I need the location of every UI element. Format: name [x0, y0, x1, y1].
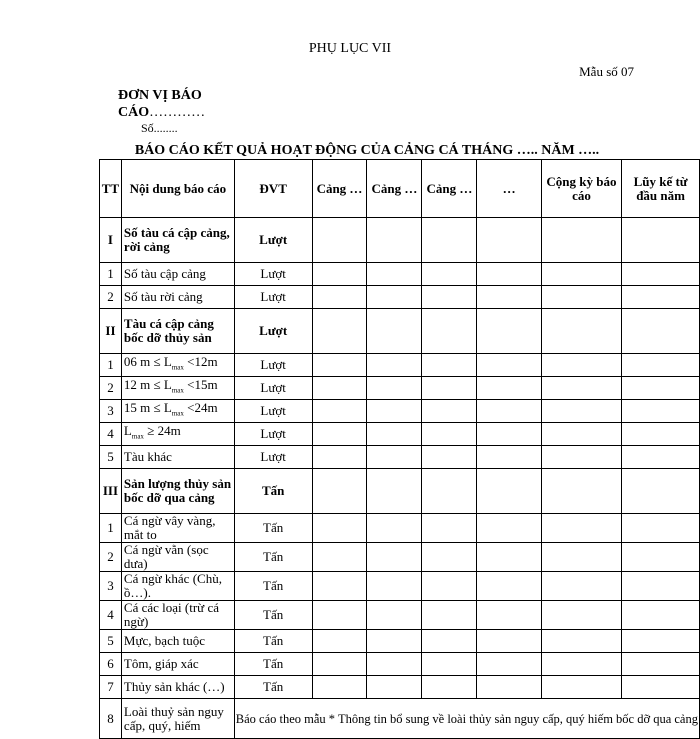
row-unit: Tấn [234, 653, 312, 676]
value-cell[interactable] [367, 572, 422, 601]
row-unit: Tấn [234, 543, 312, 572]
value-cell[interactable] [622, 572, 700, 601]
value-cell[interactable] [312, 400, 367, 423]
value-cell[interactable] [541, 572, 621, 601]
row-unit: Tấn [234, 630, 312, 653]
table-row [100, 543, 700, 572]
row-unit: Lượt [234, 263, 312, 286]
value-cell[interactable] [541, 263, 621, 286]
value-cell[interactable] [312, 218, 367, 263]
row-content [121, 423, 234, 446]
row-number: 2 [100, 377, 122, 400]
row-content: Tàu cá cập cảng bốc dỡ thủy sản [121, 309, 234, 354]
table-row [100, 377, 700, 400]
row-unit: Lượt [234, 400, 312, 423]
value-cell[interactable] [367, 630, 422, 653]
value-cell[interactable] [541, 653, 621, 676]
report-table [99, 159, 700, 739]
row-number: 3 [100, 400, 122, 423]
value-cell[interactable] [312, 446, 367, 469]
value-cell[interactable] [477, 286, 541, 309]
row-number: 1 [100, 514, 122, 543]
row-content-subscript: max [131, 432, 144, 441]
row-number: 2 [100, 286, 122, 309]
value-cell[interactable] [367, 543, 422, 572]
row-content-subscript: max [171, 409, 184, 418]
row-note: Báo cáo theo mẫu * Thông tin bổ sung về loài thủy sản nguy cấp, quý hiếm bốc dỡ qua cảng [234, 699, 699, 739]
value-cell[interactable] [477, 218, 541, 263]
value-cell[interactable] [477, 514, 541, 543]
value-cell[interactable] [541, 218, 621, 263]
value-cell[interactable] [312, 676, 367, 699]
value-cell[interactable] [541, 630, 621, 653]
row-unit: Tấn [234, 572, 312, 601]
table-row [100, 469, 700, 514]
row-number: 8 [100, 699, 122, 739]
value-cell[interactable] [422, 309, 477, 354]
row-unit: Tấn [234, 676, 312, 699]
value-cell[interactable] [312, 601, 367, 630]
reporting-unit-label: ĐƠN VỊ BÁO CÁO [118, 88, 202, 120]
value-cell[interactable] [422, 423, 477, 446]
value-cell[interactable] [312, 514, 367, 543]
value-cell[interactable] [312, 572, 367, 601]
row-number: 4 [100, 601, 122, 630]
document-number: Số........ [141, 121, 178, 135]
value-cell[interactable] [367, 601, 422, 630]
value-cell[interactable] [541, 377, 621, 400]
value-cell[interactable] [312, 469, 367, 514]
value-cell[interactable] [622, 423, 700, 446]
table-row [100, 263, 700, 286]
header-port-2: Cảng … [367, 160, 422, 218]
row-content-text: <24m [183, 400, 218, 416]
row-content [121, 377, 234, 400]
value-cell[interactable] [422, 676, 477, 699]
header-port-3: Cảng … [422, 160, 477, 218]
value-cell[interactable] [312, 377, 367, 400]
table-row [100, 423, 700, 446]
table-row [100, 653, 700, 676]
value-cell[interactable] [367, 286, 422, 309]
value-cell[interactable] [541, 514, 621, 543]
value-cell[interactable] [422, 601, 477, 630]
table-row [100, 572, 700, 601]
value-cell[interactable] [422, 469, 477, 514]
value-cell[interactable] [422, 218, 477, 263]
value-cell[interactable] [367, 469, 422, 514]
value-cell[interactable] [541, 286, 621, 309]
table-row [100, 676, 700, 699]
value-cell[interactable] [477, 676, 541, 699]
row-unit: Lượt [234, 286, 312, 309]
value-cell[interactable] [477, 354, 541, 377]
row-unit: Lượt [234, 354, 312, 377]
row-content [121, 354, 234, 377]
value-cell[interactable] [541, 676, 621, 699]
row-content-text: L [123, 423, 132, 439]
value-cell[interactable] [622, 309, 700, 354]
row-content-subscript: max [171, 363, 184, 372]
value-cell[interactable] [422, 572, 477, 601]
row-content-text: 06 m ≤ L [123, 354, 172, 370]
value-cell[interactable] [622, 601, 700, 630]
row-content: Cá ngừ vằn (sọc dưa) [121, 543, 234, 572]
value-cell[interactable] [541, 423, 621, 446]
value-cell[interactable] [367, 653, 422, 676]
row-content: Loài thuỷ sản nguy cấp, quý, hiếm [121, 699, 234, 739]
value-cell[interactable] [367, 354, 422, 377]
value-cell[interactable] [622, 263, 700, 286]
row-content-text: <12m [183, 354, 218, 370]
form-number: Mẫu số 07 [579, 64, 634, 79]
value-cell[interactable] [367, 423, 422, 446]
value-cell[interactable] [622, 354, 700, 377]
table-row [100, 514, 700, 543]
value-cell[interactable] [422, 400, 477, 423]
value-cell[interactable] [367, 676, 422, 699]
value-cell[interactable] [312, 630, 367, 653]
row-number: 2 [100, 543, 122, 572]
value-cell[interactable] [422, 653, 477, 676]
value-cell[interactable] [541, 354, 621, 377]
row-unit: Lượt [234, 309, 312, 354]
value-cell[interactable] [477, 630, 541, 653]
row-content: Cá các loại (trừ cá ngừ) [121, 601, 234, 630]
table-row [100, 601, 700, 630]
value-cell[interactable] [477, 543, 541, 572]
table-row [100, 446, 700, 469]
row-content-text: 15 m ≤ L [123, 400, 172, 416]
row-content: Thủy sản khác (…) [121, 676, 234, 699]
row-number: 3 [100, 572, 122, 601]
value-cell[interactable] [312, 423, 367, 446]
value-cell[interactable] [541, 469, 621, 514]
value-cell[interactable] [622, 653, 700, 676]
row-content-text: ≥ 24m [143, 423, 181, 439]
row-content: Số tàu rời cảng [121, 286, 234, 309]
value-cell[interactable] [477, 572, 541, 601]
row-number: 7 [100, 676, 122, 699]
value-cell[interactable] [367, 400, 422, 423]
value-cell[interactable] [541, 400, 621, 423]
value-cell[interactable] [312, 543, 367, 572]
header-content: Nội dung báo cáo [121, 160, 234, 218]
table-row [100, 400, 700, 423]
value-cell[interactable] [622, 400, 700, 423]
row-content [121, 400, 234, 423]
row-content-text: 12 m ≤ L [123, 377, 172, 393]
row-unit: Tấn [234, 514, 312, 543]
value-cell[interactable] [422, 354, 477, 377]
value-cell[interactable] [541, 543, 621, 572]
value-cell[interactable] [422, 286, 477, 309]
reporting-unit [118, 87, 228, 121]
row-number: II [100, 309, 122, 354]
reporting-unit-dots: ………… [149, 105, 206, 120]
value-cell[interactable] [477, 446, 541, 469]
table-row [100, 354, 700, 377]
row-content: Cá ngừ khác (Chù, ồ…). [121, 572, 234, 601]
header-year-to-date: Lũy kế từ đầu năm [622, 160, 700, 218]
value-cell[interactable] [312, 354, 367, 377]
value-cell[interactable] [477, 263, 541, 286]
value-cell[interactable] [477, 309, 541, 354]
table-row [100, 699, 700, 739]
value-cell[interactable] [622, 543, 700, 572]
row-content: Số tàu cập cảng [121, 263, 234, 286]
header-unit: ĐVT [234, 160, 312, 218]
row-content: Mực, bạch tuộc [121, 630, 234, 653]
row-unit: Lượt [234, 446, 312, 469]
value-cell[interactable] [312, 286, 367, 309]
table-row [100, 309, 700, 354]
value-cell[interactable] [622, 286, 700, 309]
value-cell[interactable] [622, 218, 700, 263]
value-cell[interactable] [541, 446, 621, 469]
value-cell[interactable] [367, 514, 422, 543]
value-cell[interactable] [622, 469, 700, 514]
header-port-1: Cảng … [312, 160, 367, 218]
row-content: Cá ngừ vây vàng, mắt to [121, 514, 234, 543]
value-cell[interactable] [367, 218, 422, 263]
value-cell[interactable] [477, 469, 541, 514]
row-number: 1 [100, 263, 122, 286]
value-cell[interactable] [367, 263, 422, 286]
row-number: 4 [100, 423, 122, 446]
row-unit: Lượt [234, 423, 312, 446]
value-cell[interactable] [422, 514, 477, 543]
row-number: 1 [100, 354, 122, 377]
value-cell[interactable] [622, 377, 700, 400]
value-cell[interactable] [541, 601, 621, 630]
row-number: 6 [100, 653, 122, 676]
value-cell[interactable] [477, 601, 541, 630]
row-content: Sản lượng thủy sản bốc dỡ qua cảng [121, 469, 234, 514]
value-cell[interactable] [367, 446, 422, 469]
value-cell[interactable] [477, 400, 541, 423]
table-row [100, 630, 700, 653]
row-number: 5 [100, 630, 122, 653]
value-cell[interactable] [367, 309, 422, 354]
row-unit: Lượt [234, 377, 312, 400]
value-cell[interactable] [541, 309, 621, 354]
value-cell[interactable] [422, 543, 477, 572]
value-cell[interactable] [422, 446, 477, 469]
row-content: Tàu khác [121, 446, 234, 469]
value-cell[interactable] [422, 377, 477, 400]
header-period-total: Cộng kỳ báo cáo [541, 160, 621, 218]
row-number: 5 [100, 446, 122, 469]
row-unit: Tấn [234, 469, 312, 514]
value-cell[interactable] [622, 446, 700, 469]
value-cell[interactable] [312, 309, 367, 354]
value-cell[interactable] [422, 630, 477, 653]
row-unit: Lượt [234, 218, 312, 263]
appendix-title: PHỤ LỤC VII [308, 41, 392, 56]
table-row [100, 286, 700, 309]
value-cell[interactable] [477, 423, 541, 446]
header-more-ports: … [477, 160, 541, 218]
row-content: Tôm, giáp xác [121, 653, 234, 676]
report-title: BÁO CÁO KẾT QUẢ HOẠT ĐỘNG CỦA CẢNG CÁ THÁNG ….. NĂM ….. [134, 143, 600, 158]
row-content: Số tàu cá cập cảng, rời cảng [121, 218, 234, 263]
value-cell[interactable] [367, 377, 422, 400]
row-number: III [100, 469, 122, 514]
table-row [100, 218, 700, 263]
value-cell[interactable] [622, 676, 700, 699]
value-cell[interactable] [622, 514, 700, 543]
table-header-row [100, 160, 700, 218]
row-unit: Tấn [234, 601, 312, 630]
header-tt: TT [100, 160, 122, 218]
value-cell[interactable] [477, 653, 541, 676]
value-cell[interactable] [622, 630, 700, 653]
row-number: I [100, 218, 122, 263]
value-cell[interactable] [312, 653, 367, 676]
row-content-text: <15m [183, 377, 218, 393]
value-cell[interactable] [312, 263, 367, 286]
row-content-subscript: max [171, 386, 184, 395]
value-cell[interactable] [477, 377, 541, 400]
value-cell[interactable] [422, 263, 477, 286]
